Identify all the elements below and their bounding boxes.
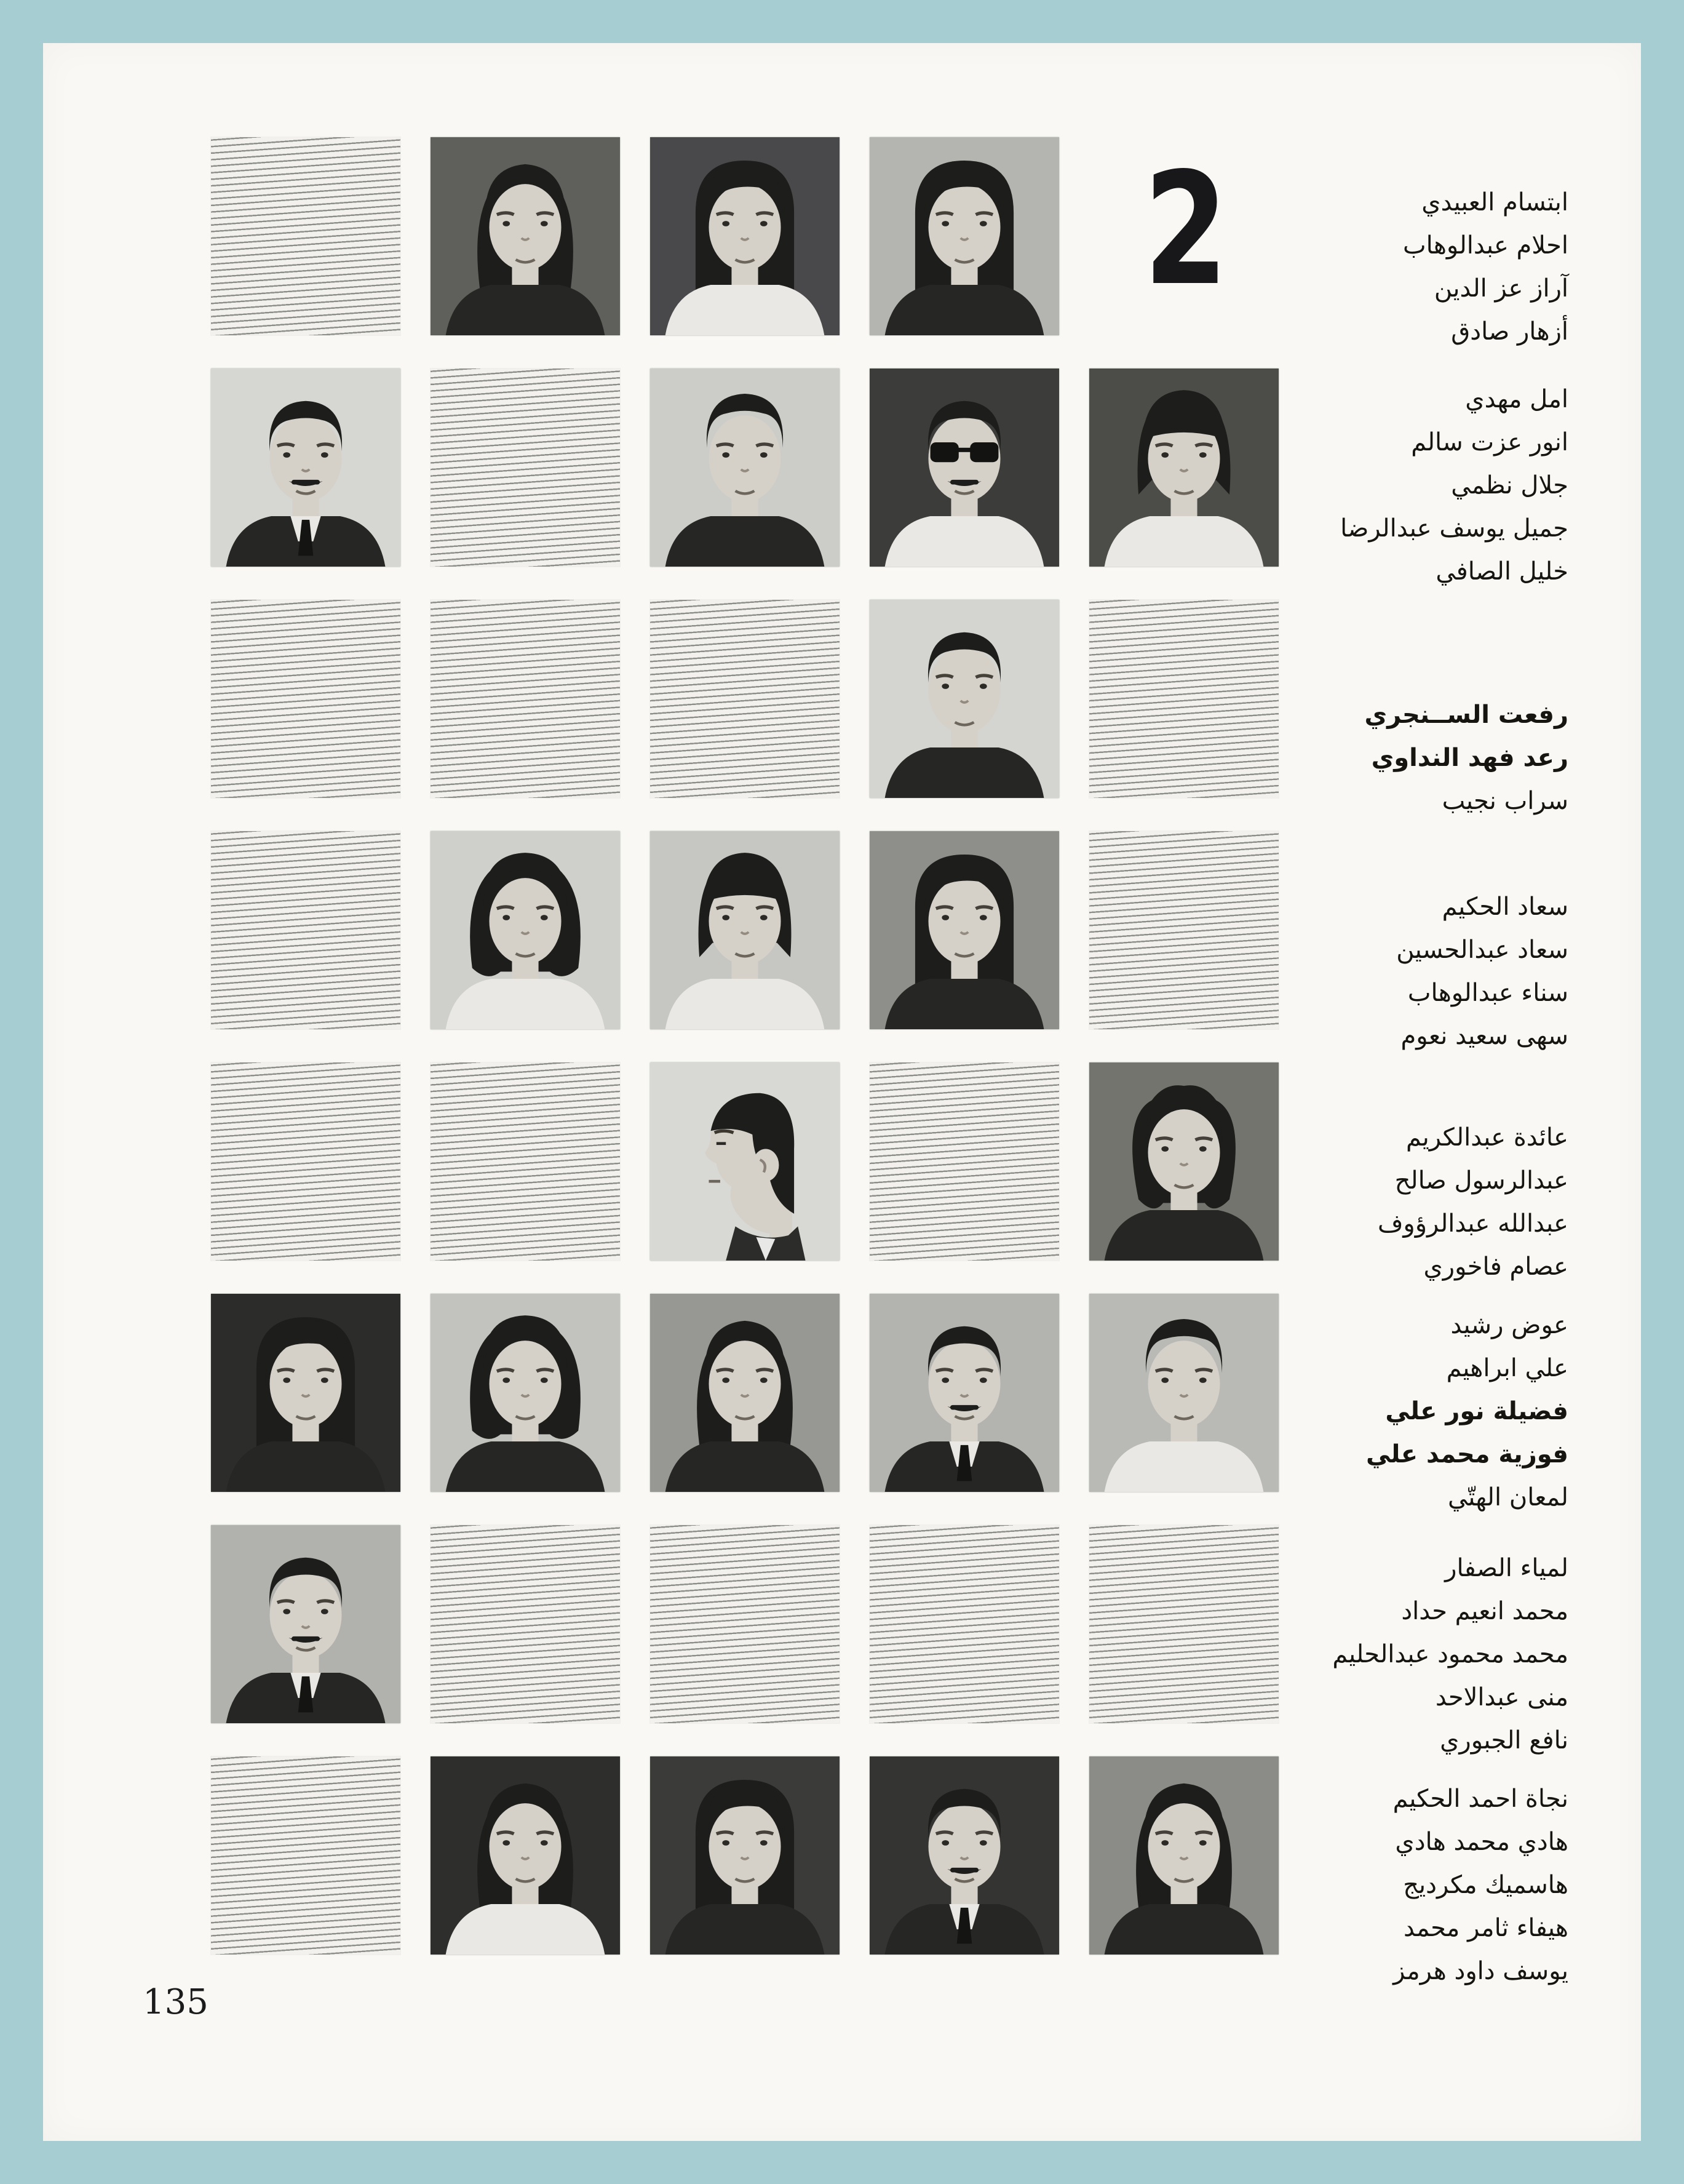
portrait-photo-r3-c4 xyxy=(870,600,1059,798)
student-name: هادي محمد هادي xyxy=(1395,1828,1568,1856)
hatch-pattern xyxy=(211,831,400,1029)
student-name: نجاة احمد الحكيم xyxy=(1392,1785,1568,1813)
man-dark-sunglasses-moustache-dark-background xyxy=(870,369,1059,567)
portrait-photo-r8-c3 xyxy=(650,1756,840,1955)
portrait-photo-r1-c4 xyxy=(870,137,1059,335)
hatch-pattern xyxy=(650,1525,840,1723)
hatch-placeholder-r1-c1 xyxy=(211,137,400,335)
student-name: منى عبدالاحد xyxy=(1435,1683,1568,1712)
hatch-pattern xyxy=(211,1756,400,1955)
student-name: رعد فهد النداوي xyxy=(1371,744,1568,772)
young-man-thick-dark-hair xyxy=(650,369,840,567)
student-name: جميل يوسف عبدالرضا xyxy=(1340,514,1568,543)
young-man-short-hair-fringe xyxy=(1089,1294,1279,1492)
portrait-photo-r7-c1 xyxy=(211,1525,400,1723)
student-name: رفعت الســنجري xyxy=(1364,701,1568,729)
hatch-pattern xyxy=(431,600,620,798)
student-name: سراب نجيب xyxy=(1442,787,1568,815)
hatch-placeholder-r4-c5 xyxy=(1089,831,1279,1029)
student-name: خليل الصافي xyxy=(1436,557,1568,586)
young-man-long-shaggy-dark-hair xyxy=(870,831,1059,1029)
hatch-placeholder-r3-c2 xyxy=(431,600,620,798)
student-name: انور عزت سالم xyxy=(1411,428,1568,456)
student-name: احلام عبدالوهاب xyxy=(1402,231,1568,260)
portrait-photo-r6-c1 xyxy=(211,1294,400,1492)
hatch-pattern xyxy=(211,137,400,335)
portrait-photo-r2-c3 xyxy=(650,369,840,567)
student-name: عوض رشيد xyxy=(1450,1311,1568,1339)
young-woman-short-dark-wavy-hair-dark-background xyxy=(431,137,620,335)
student-name: محمد محمود عبدالحليم xyxy=(1332,1640,1568,1668)
hatch-pattern xyxy=(1089,831,1279,1029)
student-name: جلال نظمي xyxy=(1451,471,1568,500)
hatch-pattern xyxy=(650,600,840,798)
hatch-placeholder-r3-c5 xyxy=(1089,600,1279,798)
hatch-placeholder-r4-c1 xyxy=(211,831,400,1029)
student-name: آراز عز الدين xyxy=(1434,274,1568,303)
hatch-placeholder-r7-c5 xyxy=(1089,1525,1279,1723)
hatch-placeholder-r3-c3 xyxy=(650,600,840,798)
portrait-photo-r4-c3 xyxy=(650,831,840,1029)
section-number: 2 xyxy=(1143,140,1225,320)
photo-grid xyxy=(211,137,1279,1955)
young-man-bowl-cut-light-shirt xyxy=(650,831,840,1029)
portrait-photo-r8-c4 xyxy=(870,1756,1059,1955)
student-name: فوزية محمد علي xyxy=(1365,1440,1568,1469)
portrait-photo-r5-c3 xyxy=(650,1062,840,1261)
young-man-moustache-white-collar-dark-jacket xyxy=(211,1525,400,1723)
portrait-photo-r2-c4 xyxy=(870,369,1059,567)
hatch-pattern xyxy=(211,600,400,798)
portrait-photo-r8-c5 xyxy=(1089,1756,1279,1955)
hatch-placeholder-r2-c2 xyxy=(431,369,620,567)
student-name: أزهار صادق xyxy=(1451,317,1568,346)
portrait-photo-r6-c4 xyxy=(870,1294,1059,1492)
hatch-placeholder-r7-c4 xyxy=(870,1525,1059,1723)
name-group-row-5 xyxy=(1378,1116,1568,1288)
hatch-pattern xyxy=(1089,600,1279,798)
yearbook-page xyxy=(43,43,1641,2141)
student-name: هاسميك مكرديج xyxy=(1403,1871,1568,1899)
young-woman-dark-hair-gray-background xyxy=(650,1294,840,1492)
man-moustache-dark-background-suit xyxy=(870,1756,1059,1955)
page-number: 135 xyxy=(143,1982,209,2022)
name-group-row-2 xyxy=(1340,378,1568,593)
name-group-row-3 xyxy=(1364,693,1568,823)
portrait-photo-r1-c2 xyxy=(431,137,620,335)
young-woman-long-dark-hair-light-background xyxy=(870,137,1059,335)
hatch-placeholder-r5-c2 xyxy=(431,1062,620,1261)
hatch-placeholder-r3-c1 xyxy=(211,600,400,798)
hatch-placeholder-r7-c3 xyxy=(650,1525,840,1723)
name-group-row-6 xyxy=(1366,1304,1568,1519)
hatch-pattern xyxy=(870,1062,1059,1261)
student-name: سعاد الحكيم xyxy=(1442,893,1568,921)
student-name: سناء عبدالوهاب xyxy=(1407,979,1568,1007)
hatch-pattern xyxy=(431,1062,620,1261)
portrait-photo-r2-c5 xyxy=(1089,369,1279,567)
student-name: يوسف داود هرمز xyxy=(1393,1957,1568,1985)
student-name: امل مهدي xyxy=(1465,385,1568,413)
portrait-photo-r2-c1 xyxy=(211,369,400,567)
student-name: لمياء الصفار xyxy=(1445,1554,1568,1582)
portrait-photo-r6-c2 xyxy=(431,1294,620,1492)
young-man-short-hair-light-background xyxy=(870,600,1059,798)
student-name: عبدالله عبدالرؤوف xyxy=(1377,1210,1568,1238)
name-group-row-7 xyxy=(1332,1547,1568,1762)
name-group-row-8 xyxy=(1393,1777,1568,1993)
portrait-photo-r1-c3 xyxy=(650,137,840,335)
hatch-pattern xyxy=(211,1062,400,1261)
hatch-placeholder-r8-c1 xyxy=(211,1756,400,1955)
young-man-moustache-suit-and-tie xyxy=(211,369,400,567)
portrait-photo-r5-c5 xyxy=(1089,1062,1279,1261)
student-name: فضيلة نور علي xyxy=(1385,1397,1568,1425)
man-moustache-short-hair-suit xyxy=(870,1294,1059,1492)
portrait-photo-r8-c2 xyxy=(431,1756,620,1955)
hatch-pattern xyxy=(431,1525,620,1723)
hatch-pattern xyxy=(870,1525,1059,1723)
hatch-pattern xyxy=(431,369,620,567)
young-woman-long-dark-hair-dark-background xyxy=(211,1294,400,1492)
student-name: عبدالرسول صالح xyxy=(1394,1166,1568,1195)
student-name: عصام فاخوري xyxy=(1423,1253,1568,1281)
student-name: سهى سعيد نعوم xyxy=(1400,1022,1568,1050)
student-mop-haircut-white-collar-dark-background xyxy=(1089,369,1279,567)
young-woman-dark-bouffant-bob xyxy=(431,831,620,1029)
student-name: لمعان الهتّي xyxy=(1447,1483,1568,1512)
student-name: نافع الجبوري xyxy=(1440,1726,1568,1755)
student-name: محمد انعيم حداد xyxy=(1401,1597,1568,1625)
young-man-left-profile-portrait xyxy=(650,1062,840,1261)
young-woman-short-dark-hair-dark-background xyxy=(431,1756,620,1955)
young-woman-center-parted-long-hair-dark-background xyxy=(650,1756,840,1955)
student-name: سعاد عبدالحسين xyxy=(1396,936,1568,964)
hatch-placeholder-r5-c4 xyxy=(870,1062,1059,1261)
portrait-photo-r6-c3 xyxy=(650,1294,840,1492)
young-woman-short-curled-hair-dark-background xyxy=(1089,1062,1279,1261)
young-woman-bouffant-hair-light-background xyxy=(431,1294,620,1492)
student-name: عائدة عبدالكريم xyxy=(1405,1123,1568,1152)
student-name: هيفاء ثامر محمد xyxy=(1403,1914,1568,1942)
name-group-row-1 xyxy=(1403,181,1568,353)
young-woman-short-hair-gray-background xyxy=(1089,1756,1279,1955)
name-group-row-4 xyxy=(1396,885,1568,1058)
young-woman-long-side-parted-hair-white-turtleneck xyxy=(650,137,840,335)
portrait-photo-r6-c5 xyxy=(1089,1294,1279,1492)
hatch-placeholder-r7-c2 xyxy=(431,1525,620,1723)
hatch-placeholder-r5-c1 xyxy=(211,1062,400,1261)
student-name: علي ابراهيم xyxy=(1446,1354,1568,1382)
hatch-pattern xyxy=(1089,1525,1279,1723)
student-name: ابتسام العبيدي xyxy=(1421,188,1568,217)
portrait-photo-r4-c4 xyxy=(870,831,1059,1029)
portrait-photo-r4-c2 xyxy=(431,831,620,1029)
